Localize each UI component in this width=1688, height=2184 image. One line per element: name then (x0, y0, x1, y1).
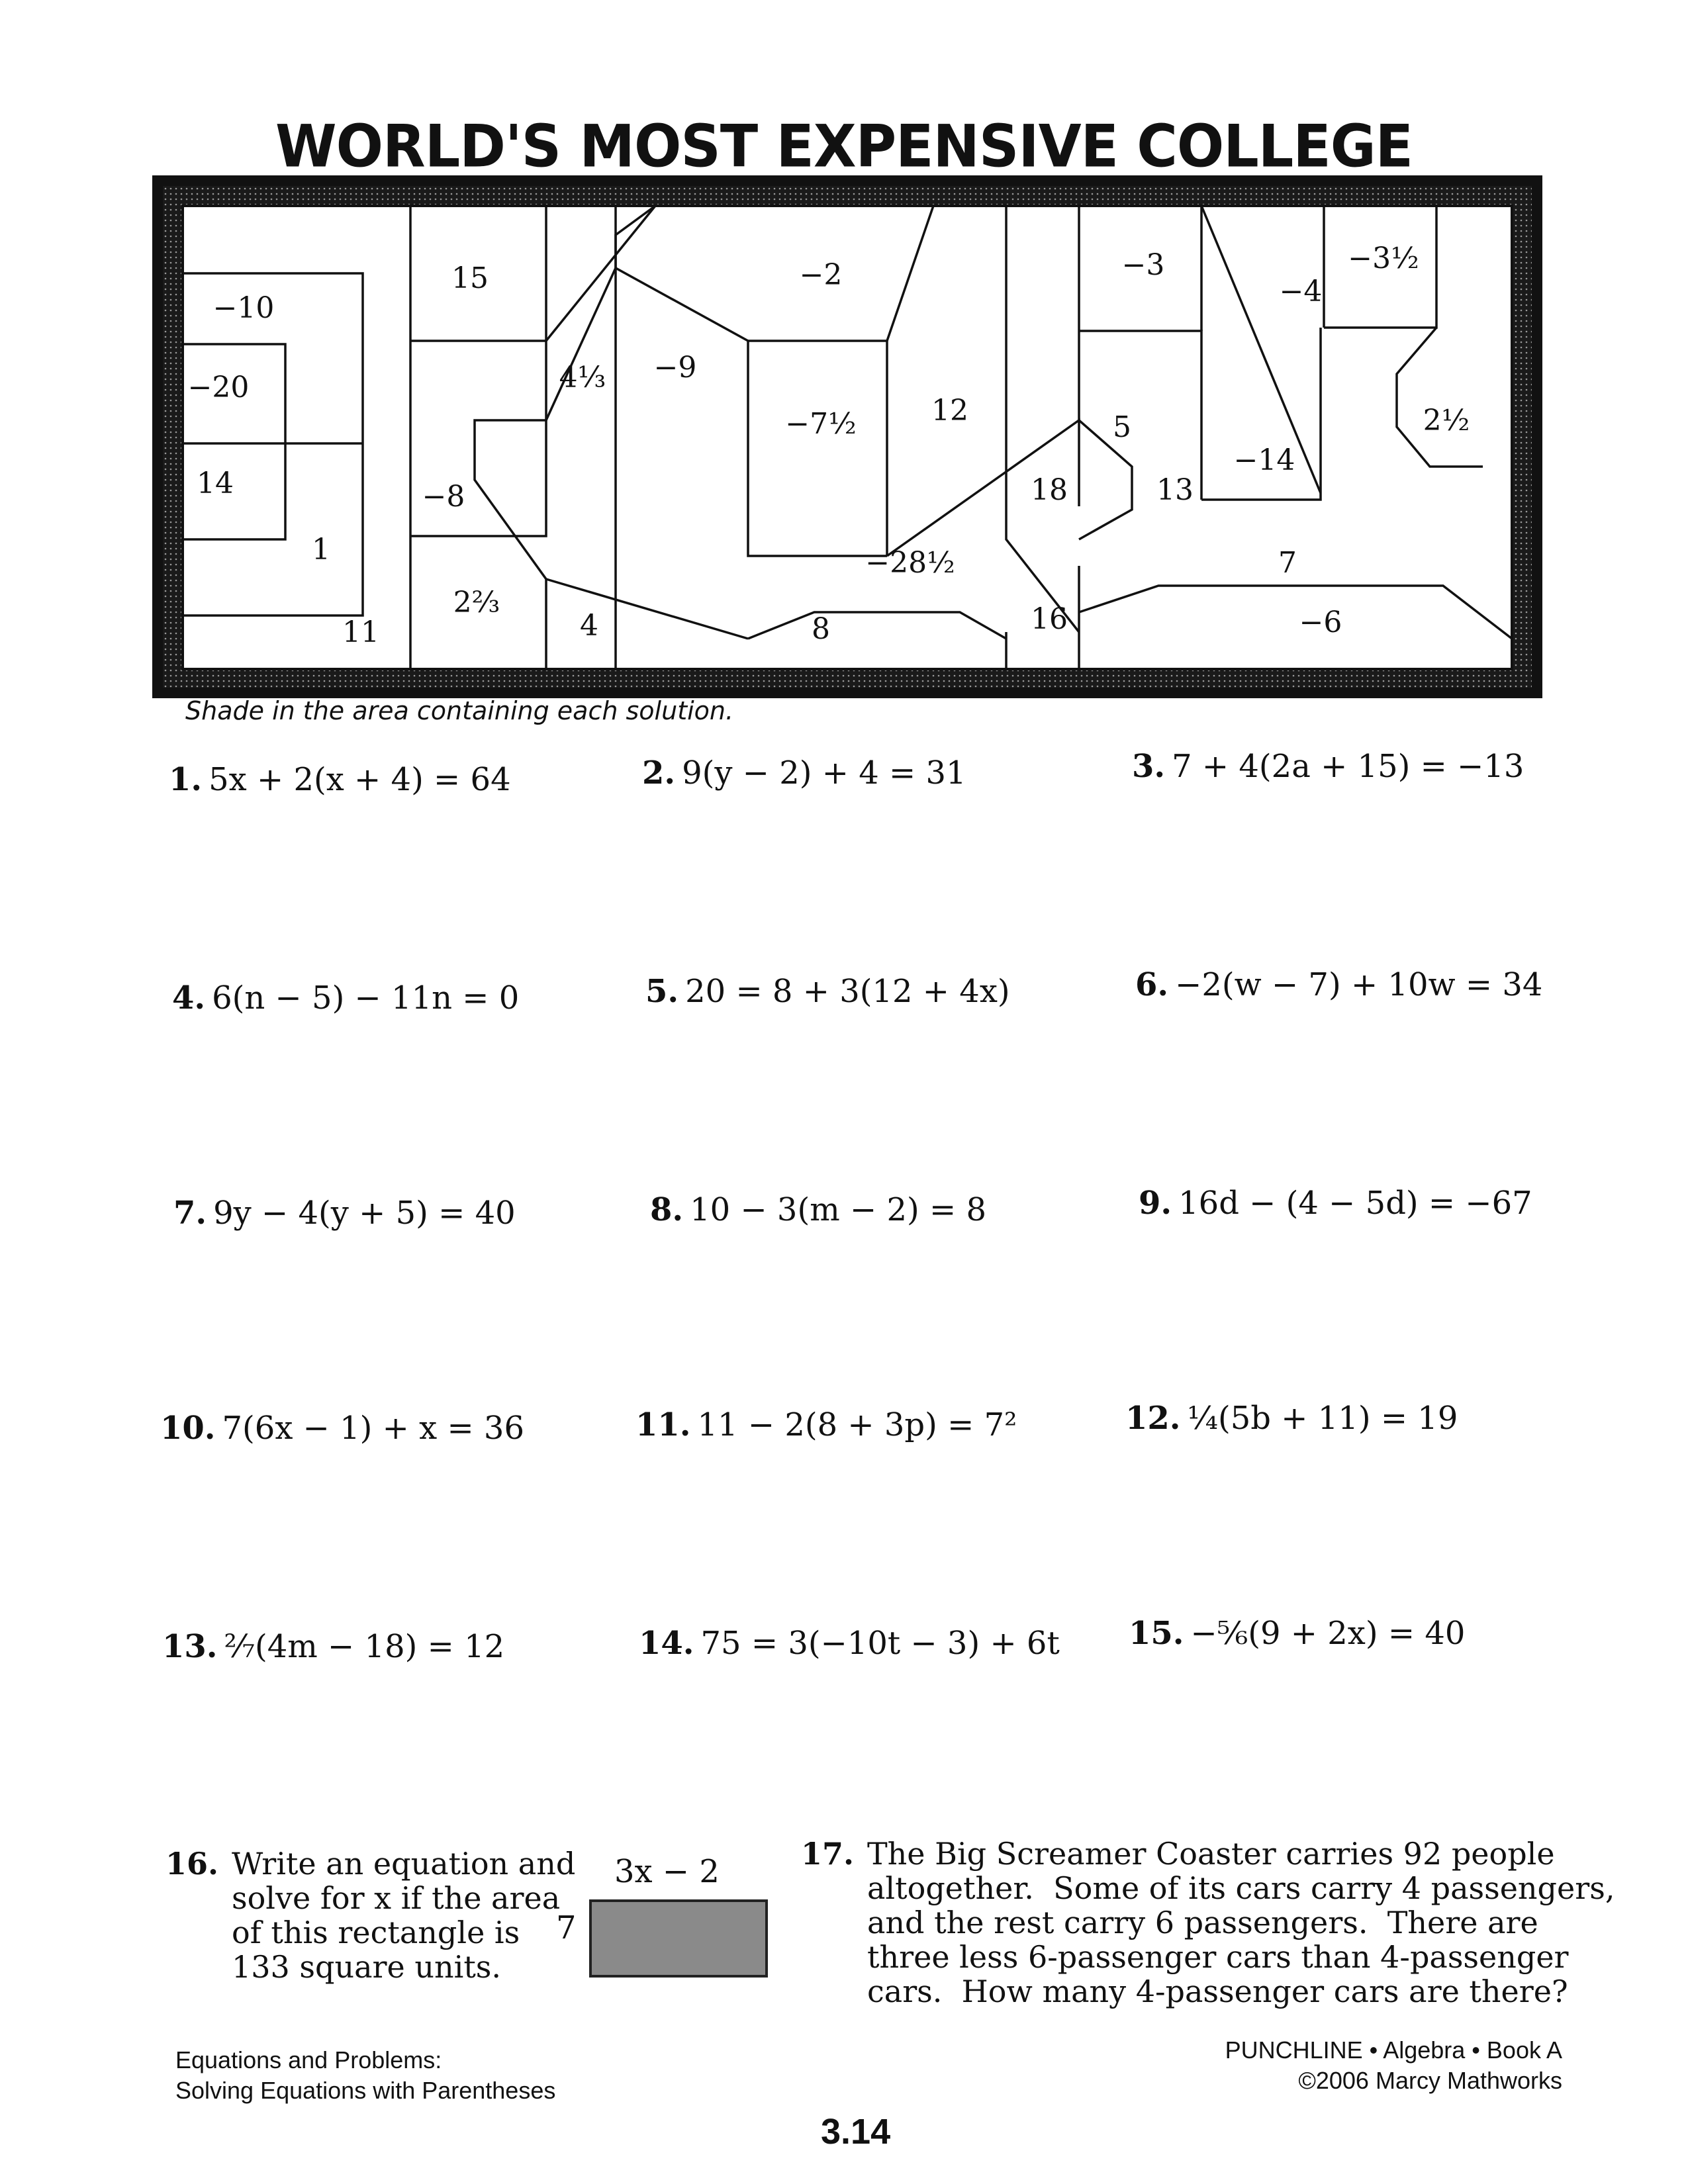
problem-17 (801, 1837, 1628, 2009)
problem-15 (1129, 1615, 1465, 1652)
problem-equation: ²⁄₇(4m − 18) = 12 (224, 1628, 505, 1665)
problem-16 (165, 1846, 576, 1984)
problem-16-text: Write an equation and solve for x if the area of this rectangle is 133 square units. (232, 1846, 576, 1985)
puzzle-label: −14 (1233, 443, 1295, 477)
problem-number: 13. (162, 1628, 218, 1665)
problem-equation: 20 = 8 + 3(12 + 4x) (685, 973, 1010, 1010)
puzzle-label: 5 (1113, 410, 1131, 444)
problem-number: 4. (172, 979, 206, 1017)
problem-number: 6. (1135, 966, 1169, 1003)
problem-equation: 16d − (4 − 5d) = −67 (1178, 1185, 1532, 1222)
problem-equation: 9y − 4(y + 5) = 40 (213, 1195, 516, 1232)
puzzle-label: 8 (812, 612, 830, 646)
problem-number: 1. (169, 761, 203, 798)
problem-number: 9. (1139, 1185, 1172, 1222)
puzzle-label: −7½ (785, 407, 857, 441)
puzzle-label: 14 (197, 467, 234, 500)
problem-5 (645, 973, 1010, 1010)
puzzle-label: 16 (1031, 602, 1068, 636)
puzzle-label: 4 (580, 609, 598, 643)
puzzle-label: −9 (653, 351, 697, 385)
page-number: 3.14 (821, 2112, 891, 2152)
problem-11 (635, 1406, 1017, 1443)
problem-number: 11. (635, 1406, 691, 1443)
problem-13 (162, 1628, 504, 1665)
problem-17-text: The Big Screamer Coaster carries 92 people altogether. Some of its cars carry 4 passengers, and the rest carry 6 passengers. There are three less 6-passenger cars than 4-passenger cars. How many 4-passenger cars are there? (867, 1836, 1615, 2009)
footer-topic: Equations and Problems: (175, 2046, 442, 2073)
problem-7 (173, 1195, 516, 1232)
puzzle-label: 12 (931, 394, 968, 428)
problem-4 (172, 979, 519, 1017)
problem-number: 12. (1125, 1400, 1181, 1437)
instructions: Shade in the area containing each solution. (185, 696, 734, 725)
rectangle-length-label: 3x − 2 (614, 1853, 720, 1890)
footer-copyright: ©2006 Marcy Mathworks (1298, 2067, 1562, 2094)
problem-number: 2. (642, 754, 676, 792)
puzzle-label: 1 (312, 533, 330, 567)
problem-equation: 9(y − 2) + 4 = 31 (682, 754, 966, 792)
shading-puzzle (152, 175, 1542, 698)
problem-number: 8. (650, 1191, 684, 1228)
puzzle-label: −2 (799, 258, 843, 292)
puzzle-label: 15 (451, 261, 489, 295)
problem-14 (639, 1625, 1060, 1662)
problem-equation: 5x + 2(x + 4) = 64 (209, 761, 511, 798)
puzzle-label: −28½ (865, 546, 955, 580)
puzzle-label: −3½ (1348, 242, 1419, 275)
puzzle-label: −4 (1279, 275, 1323, 308)
puzzle-label: 2⅔ (453, 586, 500, 619)
problem-12 (1125, 1400, 1458, 1437)
problem-equation: 11 − 2(8 + 3p) = 7² (697, 1406, 1017, 1443)
problem-number: 17. (801, 1836, 855, 1872)
puzzle-label: −6 (1299, 606, 1342, 639)
problem-equation: 6(n − 5) − 11n = 0 (212, 979, 520, 1017)
puzzle-label: −20 (187, 371, 250, 404)
puzzle-label: 11 (342, 615, 379, 649)
footer-subtopic: Solving Equations with Parentheses (175, 2077, 556, 2104)
problem-number: 5. (645, 973, 679, 1010)
puzzle-label: −3 (1121, 248, 1165, 282)
puzzle-label: −8 (422, 480, 465, 514)
problem-10 (160, 1410, 524, 1447)
puzzle-label: 4⅓ (559, 361, 606, 394)
problem-number: 15. (1129, 1615, 1184, 1652)
puzzle-label: 13 (1156, 473, 1194, 507)
worksheet-title: WORLD'S MOST EXPENSIVE COLLEGE (275, 112, 1413, 181)
problem-number: 16. (165, 1846, 219, 1882)
problem-number: 14. (639, 1625, 694, 1662)
problem-3 (1132, 748, 1524, 785)
shaded-rectangle (589, 1899, 768, 1978)
problem-equation: 10 − 3(m − 2) = 8 (690, 1191, 986, 1228)
puzzle-label: 2½ (1423, 404, 1470, 437)
problem-number: 10. (160, 1410, 216, 1447)
puzzle-label: −10 (212, 291, 275, 325)
footer-series: PUNCHLINE • Algebra • Book A (1225, 2036, 1562, 2064)
problem-2 (642, 754, 966, 792)
footer-left (175, 2045, 555, 2106)
problem-equation: 7 + 4(2a + 15) = −13 (1172, 748, 1524, 785)
problem-equation: 7(6x − 1) + x = 36 (222, 1410, 525, 1447)
problem-8 (650, 1191, 986, 1228)
puzzle-label: 7 (1278, 546, 1297, 580)
problem-equation: −⅚(9 + 2x) = 40 (1190, 1615, 1466, 1652)
puzzle-label: 18 (1031, 473, 1068, 507)
problem-equation: −2(w − 7) + 10w = 34 (1175, 966, 1543, 1003)
problem-equation: ¼(5b + 11) = 19 (1187, 1400, 1458, 1437)
rectangle-width-label: 7 (556, 1909, 577, 1946)
footer-right (1225, 2035, 1562, 2096)
problem-equation: 75 = 3(−10t − 3) + 6t (700, 1625, 1060, 1662)
problem-9 (1139, 1185, 1532, 1222)
problem-1 (169, 761, 511, 798)
problem-6 (1135, 966, 1542, 1003)
problem-number: 7. (173, 1195, 207, 1232)
problem-number: 3. (1132, 748, 1166, 785)
